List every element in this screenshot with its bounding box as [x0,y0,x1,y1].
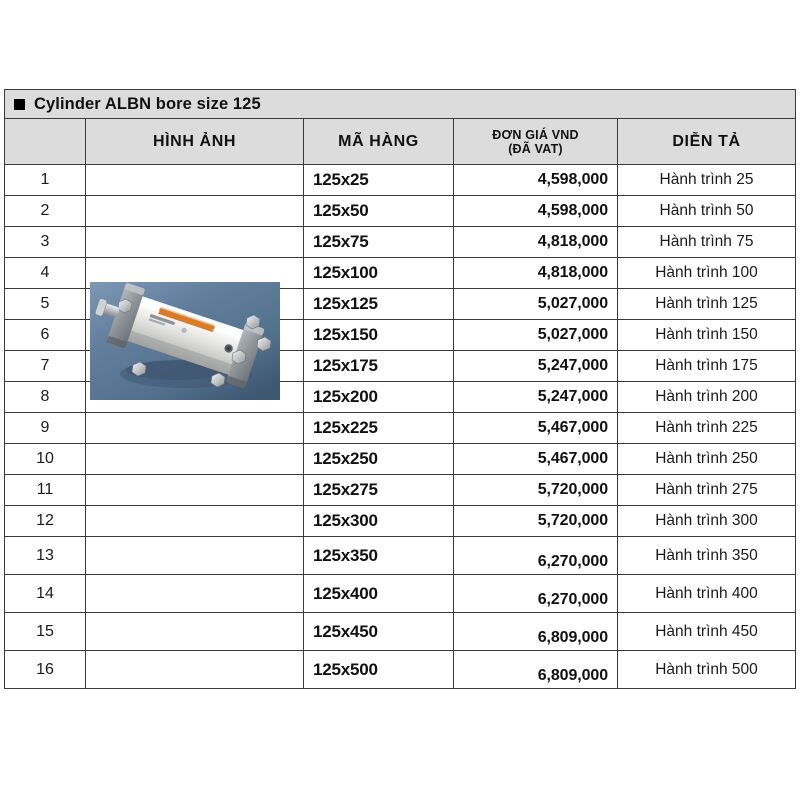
cell-code: 125x300 [304,506,454,537]
column-header-price-line2: (ĐÃ VAT) [508,141,563,156]
cell-description: Hành trình 150 [618,320,796,351]
cell-code: 125x75 [304,227,454,258]
cell-code: 125x200 [304,382,454,413]
cell-image [86,196,304,227]
cell-index: 10 [5,444,86,475]
cell-code: 125x400 [304,575,454,613]
cell-index: 16 [5,651,86,689]
table-row [5,165,796,196]
table-row [5,651,796,689]
pneumatic-cylinder-photo [90,282,280,400]
cell-price: 4,598,000 [454,196,618,227]
cell-image [86,165,304,196]
cell-code: 125x50 [304,196,454,227]
cell-description: Hành trình 75 [618,227,796,258]
table-row [5,227,796,258]
cell-description: Hành trình 25 [618,165,796,196]
cell-image [86,413,304,444]
cell-description: Hành trình 350 [618,537,796,575]
cell-code: 125x150 [304,320,454,351]
cell-code: 125x275 [304,475,454,506]
cell-index: 4 [5,258,86,289]
cell-image [86,537,304,575]
cell-price: 6,270,000 [454,575,618,613]
cell-price: 6,270,000 [454,537,618,575]
cell-description: Hành trình 125 [618,289,796,320]
table-row [5,613,796,651]
cell-image [86,444,304,475]
cell-code: 125x225 [304,413,454,444]
cell-index: 13 [5,537,86,575]
table-row [5,444,796,475]
black-square-bullet-icon [14,99,25,110]
table-row [5,413,796,444]
cell-description: Hành trình 500 [618,651,796,689]
cell-code: 125x500 [304,651,454,689]
cell-code: 125x125 [304,289,454,320]
cell-price: 5,720,000 [454,475,618,506]
cell-code: 125x100 [304,258,454,289]
cell-code: 125x250 [304,444,454,475]
cell-price: 5,467,000 [454,413,618,444]
cell-image [86,506,304,537]
cell-code: 125x25 [304,165,454,196]
cell-description: Hành trình 450 [618,613,796,651]
table-row [5,506,796,537]
cell-price: 6,809,000 [454,613,618,651]
cell-description: Hành trình 225 [618,413,796,444]
cell-description: Hành trình 100 [618,258,796,289]
cell-index: 2 [5,196,86,227]
cell-description: Hành trình 300 [618,506,796,537]
cell-price: 4,818,000 [454,258,618,289]
column-header-index [5,119,86,165]
cell-image [86,613,304,651]
cell-price: 4,598,000 [454,165,618,196]
column-header-code: MÃ HÀNG [304,119,454,165]
cell-code: 125x450 [304,613,454,651]
column-header-description: DIỄN TẢ [618,119,796,165]
pneumatic-cylinder-illustration [90,282,280,400]
cell-index: 5 [5,289,86,320]
cell-price: 6,809,000 [454,651,618,689]
cell-image [86,575,304,613]
table-header-row [5,119,796,165]
cell-description: Hành trình 200 [618,382,796,413]
cell-index: 14 [5,575,86,613]
cell-description: Hành trình 175 [618,351,796,382]
table-row [5,475,796,506]
table-row [5,537,796,575]
cell-description: Hành trình 400 [618,575,796,613]
cell-index: 7 [5,351,86,382]
cell-price: 5,467,000 [454,444,618,475]
cell-image [86,475,304,506]
cell-image [86,227,304,258]
cell-index: 6 [5,320,86,351]
page-title: Cylinder ALBN bore size 125 [34,94,261,113]
cell-code: 125x350 [304,537,454,575]
cell-price: 5,027,000 [454,320,618,351]
table-row [5,575,796,613]
cell-index: 11 [5,475,86,506]
column-header-price-line1: ĐƠN GIÁ VND [492,127,579,142]
table-title-cell [5,90,796,119]
cell-price: 5,720,000 [454,506,618,537]
cell-description: Hành trình 250 [618,444,796,475]
cell-description: Hành trình 50 [618,196,796,227]
cell-index: 1 [5,165,86,196]
table-title-row [5,90,796,119]
cell-index: 9 [5,413,86,444]
column-header-price [454,119,618,165]
cell-index: 3 [5,227,86,258]
cell-code: 125x175 [304,351,454,382]
cell-price: 5,027,000 [454,289,618,320]
cell-index: 12 [5,506,86,537]
cell-price: 5,247,000 [454,382,618,413]
cell-index: 15 [5,613,86,651]
column-header-image: HÌNH ẢNH [86,119,304,165]
cell-index: 8 [5,382,86,413]
cell-description: Hành trình 275 [618,475,796,506]
cell-price: 4,818,000 [454,227,618,258]
cell-image [86,651,304,689]
cell-price: 5,247,000 [454,351,618,382]
table-row [5,196,796,227]
